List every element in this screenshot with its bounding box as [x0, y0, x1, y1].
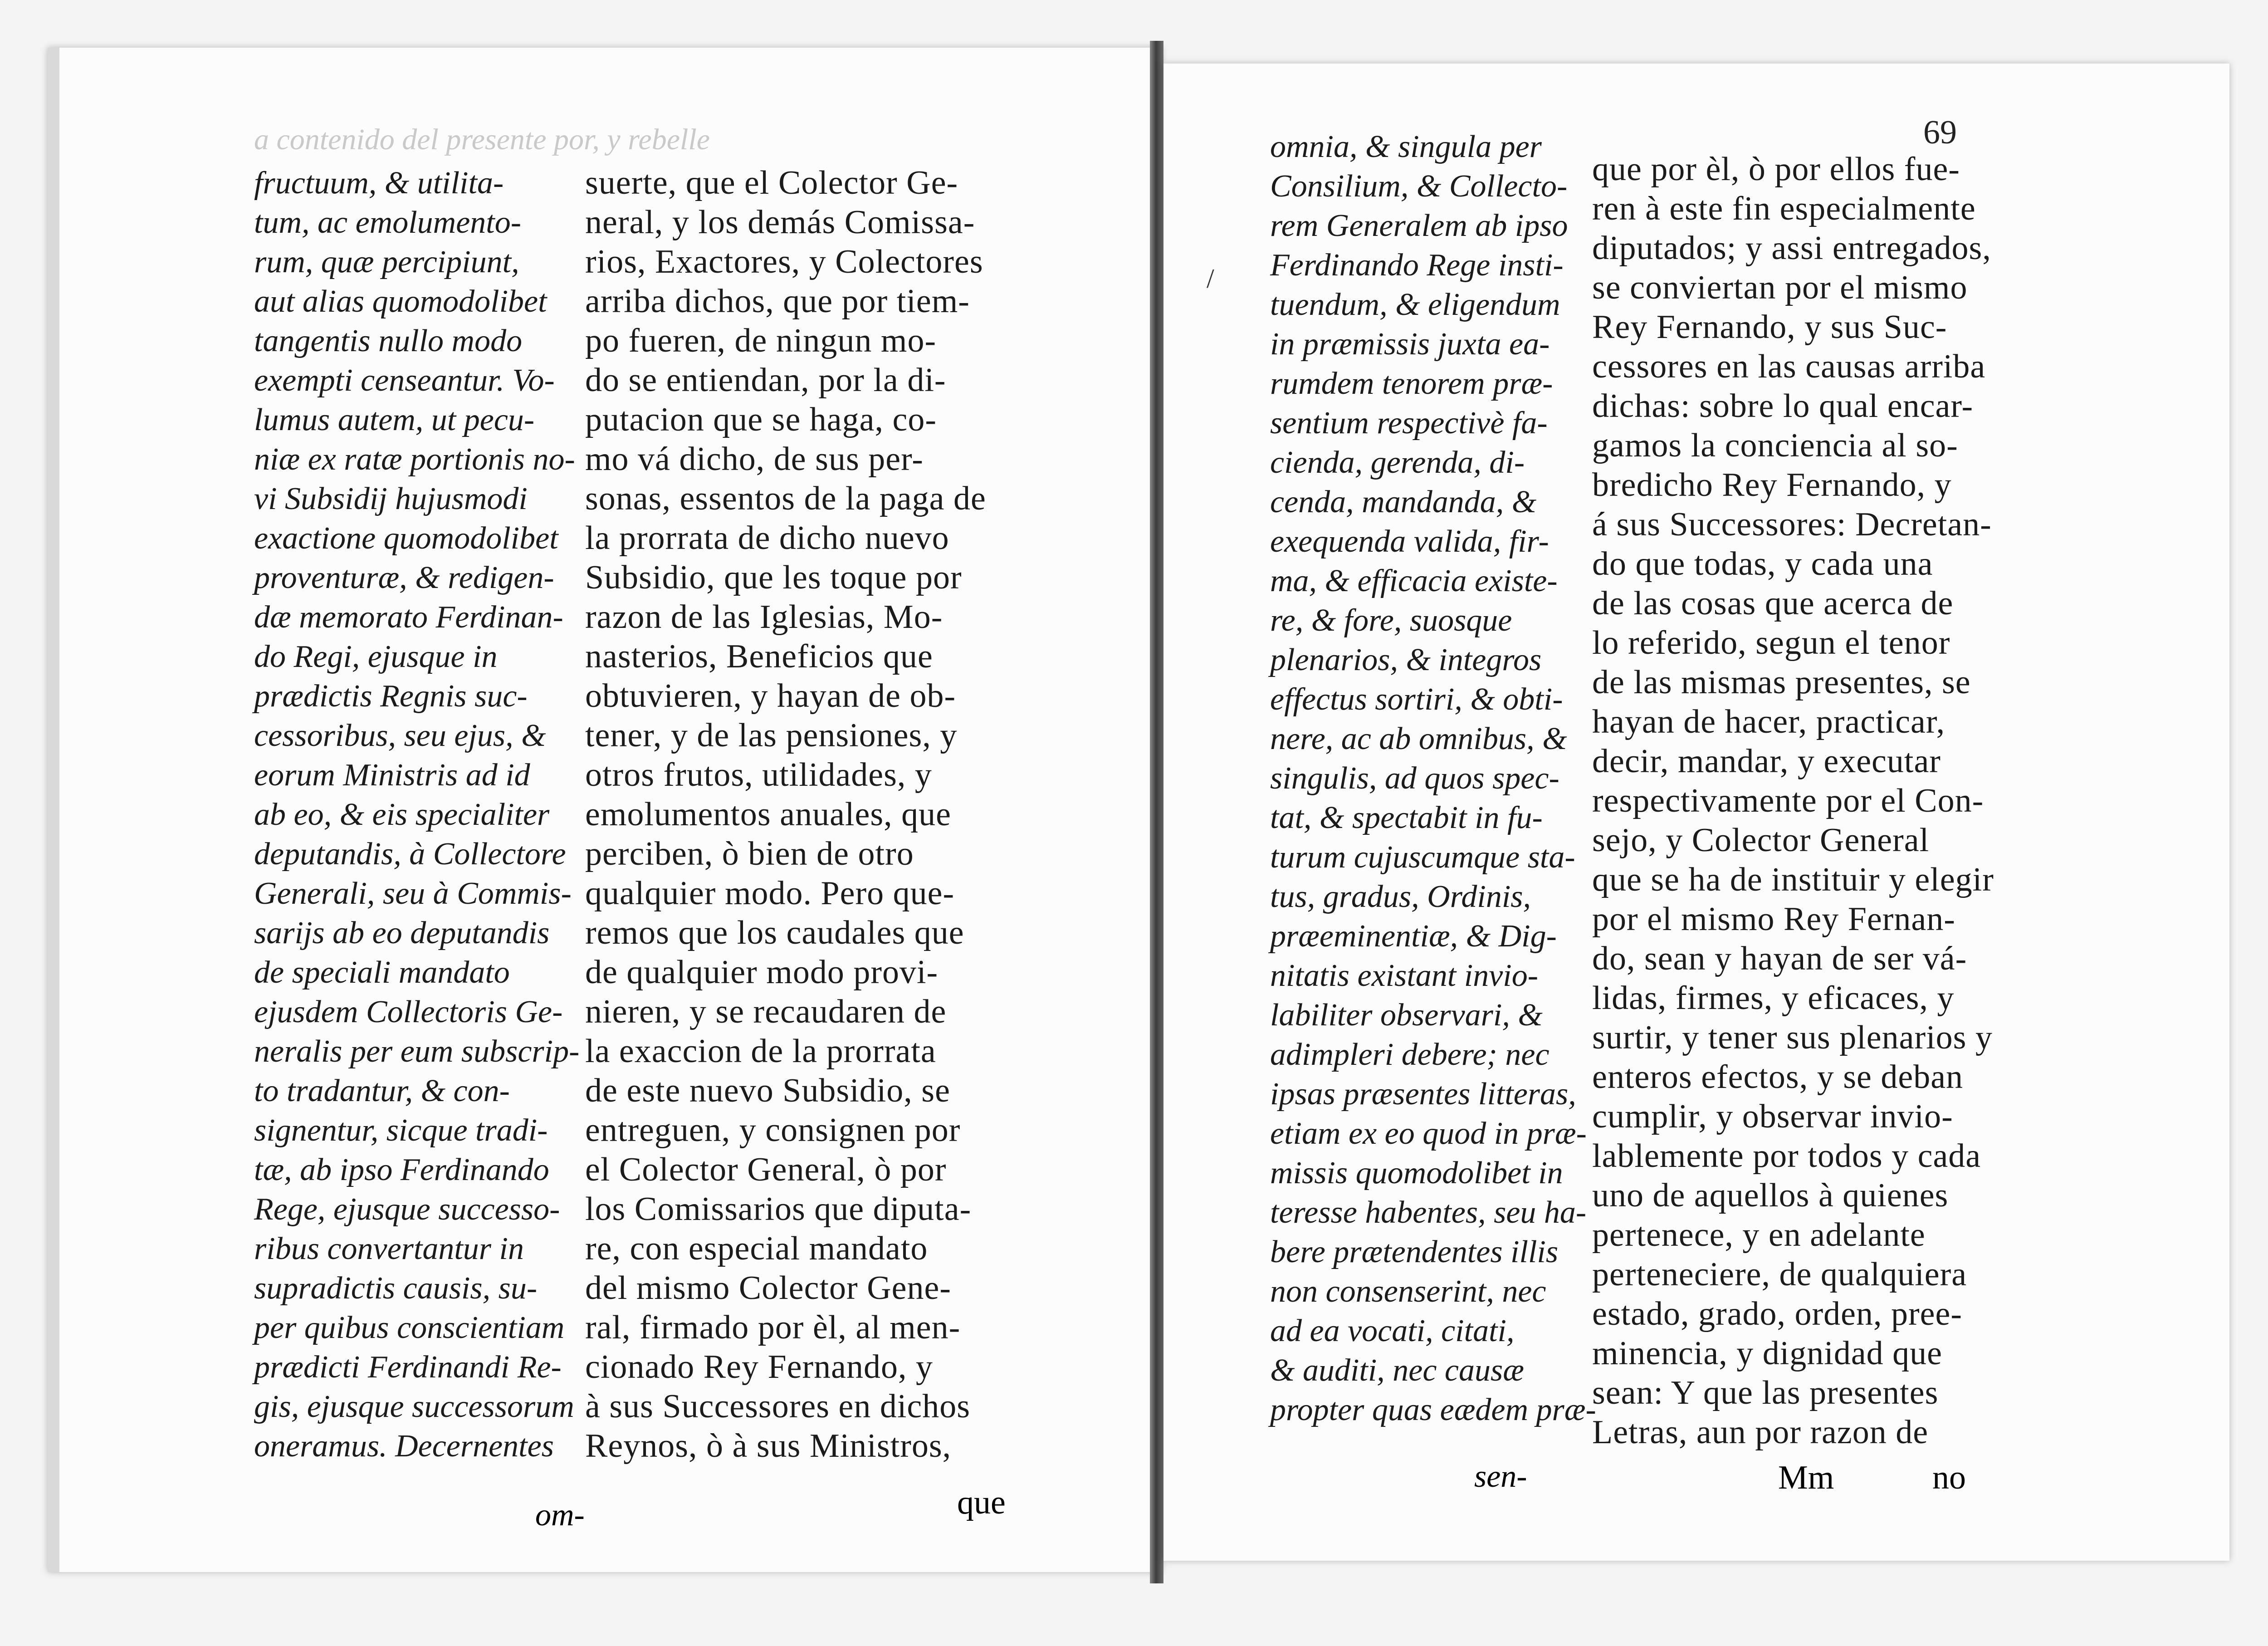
text-line: Consilium, & Collecto-	[1270, 169, 1568, 204]
text-line: proventuræ, & redigen-	[254, 560, 554, 595]
text-line: cumplir, y observar invio-	[1592, 1098, 1953, 1135]
text-line: tangentis nullo modo	[254, 323, 523, 358]
text-line: prædicti Ferdinandi Re-	[254, 1350, 562, 1385]
text-line: deputandis, à Collectore	[254, 837, 566, 872]
text-line: plenarios, & integros	[1270, 642, 1542, 677]
text-line: gamos la conciencia al so-	[1592, 427, 1958, 464]
text-line: lo referido, segun el tenor	[1592, 624, 1950, 661]
text-line: suerte, que el Colector Ge-	[585, 164, 958, 201]
text-line: que por èl, ò por ellos fue-	[1592, 151, 1960, 188]
text-line: exempti censeantur. Vo-	[254, 363, 555, 398]
text-line: effectus sortiri, & obti-	[1270, 682, 1563, 717]
text-line: obtuvieren, y hayan de ob-	[585, 677, 956, 715]
text-line: in præmissis juxta ea-	[1270, 327, 1550, 362]
text-line: do, sean y hayan de ser vá-	[1592, 940, 1967, 977]
text-line: surtir, y tener sus plenarios y	[1592, 1019, 1993, 1056]
text-line: præeminentiæ, & Dig-	[1270, 919, 1557, 954]
text-line: de las mismas presentes, se	[1592, 664, 1971, 701]
text-line: por el mismo Rey Fernan-	[1592, 901, 1955, 938]
text-line: do se entiendan, por la di-	[585, 362, 946, 399]
text-line: putacion que se haga, co-	[585, 401, 937, 438]
text-line: teresse habentes, seu ha-	[1270, 1195, 1587, 1230]
text-line: rem Generalem ab ipso	[1270, 208, 1568, 243]
text-line: etiam ex eo quod in præ-	[1270, 1116, 1587, 1151]
stray-mark: /	[1207, 264, 1214, 294]
text-line: missis quomodolibet in	[1270, 1156, 1563, 1190]
text-line: minencia, y dignidad que	[1592, 1335, 1943, 1372]
text-line: dæ memorato Ferdinan-	[254, 600, 563, 635]
text-line: razon de las Iglesias, Mo-	[585, 598, 943, 636]
text-line: ab eo, & eis specialiter	[254, 797, 550, 832]
text-line: cionado Rey Fernando, y	[585, 1348, 933, 1386]
text-line: do Regi, ejusque in	[254, 639, 498, 674]
text-line: ma, & efficacia existe-	[1270, 563, 1558, 598]
right-latin-column	[1270, 127, 1596, 1430]
text-line: nieren, y se recaudaren de	[585, 993, 947, 1030]
text-line: de speciali mandato	[254, 955, 510, 990]
text-line: do que todas, y cada una	[1592, 545, 1933, 583]
text-line: Ferdinando Rege insti-	[1270, 248, 1564, 283]
text-line: Generali, seu à Commis-	[254, 876, 572, 911]
text-line: perciben, ò bien de otro	[585, 835, 914, 872]
text-line: mo vá dicho, de sus per-	[585, 441, 924, 478]
text-line: exequenda valida, fir-	[1270, 524, 1549, 559]
text-line: Letras, aun por razon de	[1592, 1414, 1929, 1451]
text-line: que se ha de instituir y elegir	[1592, 861, 1994, 898]
text-line: perteneciere, de qualquiera	[1592, 1256, 1967, 1293]
text-line: exactione quomodolibet	[254, 521, 558, 556]
text-line: nitatis existant invio-	[1270, 958, 1539, 993]
text-line: respectivamente por el Con-	[1592, 782, 1984, 819]
text-line: non consenserint, nec	[1270, 1274, 1546, 1309]
text-line: rumdem tenorem præ-	[1270, 366, 1553, 401]
text-line: Rey Fernando, y sus Suc-	[1592, 309, 1947, 346]
text-line: bredicho Rey Fernando, y	[1592, 466, 1952, 504]
text-line: sean: Y que las presentes	[1592, 1374, 1939, 1411]
text-line: niæ ex ratæ portionis no-	[254, 442, 575, 477]
text-line: otros frutos, utilidades, y	[585, 756, 932, 794]
text-line: de qualquier modo provi-	[585, 954, 938, 991]
text-line: tæ, ab ipso Ferdinando	[254, 1152, 549, 1187]
text-line: omnia, & singula per	[1270, 129, 1542, 164]
text-line: lidas, firmes, y eficaces, y	[1592, 980, 1955, 1017]
text-line: entreguen, y consignen por	[585, 1112, 961, 1149]
text-line: estado, grado, orden, pree-	[1592, 1295, 1962, 1332]
text-line: tener, y de las pensiones, y	[585, 717, 958, 754]
text-line: bere prætendentes illis	[1270, 1234, 1559, 1269]
text-line: de las cosas que acerca de	[1592, 585, 1954, 622]
text-line: & auditi, nec causæ	[1270, 1353, 1524, 1388]
text-line: diputados; y assi entregados,	[1592, 230, 1991, 267]
text-line: rum, quæ percipiunt,	[254, 245, 519, 279]
text-line: vi Subsidij hujusmodi	[254, 481, 528, 516]
text-line: arriba dichos, que por tiem-	[585, 283, 970, 320]
text-line: po fueren, de ningun mo-	[585, 322, 937, 359]
text-line: turum cujuscumque sta-	[1270, 840, 1575, 875]
text-line: se conviertan por el mismo	[1592, 269, 1968, 306]
text-line: uno de aquellos à quienes	[1592, 1177, 1949, 1214]
text-line: nasterios, Beneficios que	[585, 638, 933, 675]
text-line: singulis, ad quos spec-	[1270, 761, 1559, 796]
text-line: per quibus conscientiam	[254, 1310, 565, 1345]
text-line: oneramus. Decernentes	[254, 1429, 554, 1464]
text-line: emolumentos anuales, que	[585, 796, 951, 833]
text-line: neral, y los demás Comissa-	[585, 204, 975, 241]
text-line: hayan de hacer, practicar,	[1592, 703, 1945, 740]
text-line: pertenece, y en adelante	[1592, 1216, 1926, 1254]
text-line: à sus Successores en dichos	[585, 1388, 971, 1425]
page-number: 69	[1923, 114, 1957, 151]
text-line: del mismo Colector Gene-	[585, 1269, 951, 1307]
text-line: ad ea vocati, citati,	[1270, 1313, 1515, 1348]
text-line: adimpleri debere; nec	[1270, 1037, 1549, 1072]
text-line: tuendum, & eligendum	[1270, 287, 1560, 322]
book-gutter	[1150, 41, 1163, 1583]
text-line: gis, ejusque successorum	[254, 1389, 574, 1424]
text-line: dichas: sobre lo qual encar-	[1592, 387, 1974, 425]
text-line: qualquier modo. Pero que-	[585, 875, 955, 912]
text-line: re, con especial mandato	[585, 1230, 928, 1267]
text-line: sarijs ab eo deputandis	[254, 916, 550, 950]
text-line: sonas, essentos de la paga de	[585, 480, 986, 517]
right-spanish-catchword: no	[1932, 1459, 1966, 1496]
text-line: decir, mandar, y executar	[1592, 743, 1941, 780]
left-latin-catchword: om-	[535, 1498, 585, 1533]
text-line: el Colector General, ò por	[585, 1151, 947, 1188]
text-line: labiliter observari, &	[1270, 998, 1543, 1033]
text-line: ejusdem Collectoris Ge-	[254, 994, 563, 1029]
text-line: enteros efectos, y se deban	[1592, 1058, 1964, 1096]
right-latin-catchword: sen-	[1474, 1459, 1527, 1494]
text-line: ral, firmado por èl, al men-	[585, 1309, 961, 1346]
text-line: fructuum, & utilita-	[254, 166, 504, 201]
text-line: la prorrata de dicho nuevo	[585, 519, 949, 557]
left-spanish-column	[585, 163, 1021, 1466]
text-line: signentur, sicque tradi-	[254, 1113, 548, 1148]
left-spanish-catchword: que	[957, 1484, 1006, 1521]
text-line: cessoribus, seu ejus, &	[254, 718, 546, 753]
text-line: aut alias quomodolibet	[254, 284, 547, 319]
text-line: lumus autem, ut pecu-	[254, 402, 535, 437]
text-line: sentium respectivè fa-	[1270, 406, 1548, 441]
text-line: á sus Successores: Decretan-	[1592, 506, 1992, 543]
text-line: prædictis Regnis suc-	[254, 679, 528, 714]
right-spanish-column	[1592, 150, 2009, 1452]
text-line: propter quas eædem præ-	[1270, 1392, 1596, 1427]
text-line: lablemente por todos y cada	[1592, 1137, 1981, 1175]
signature-mark: Mm	[1778, 1459, 1834, 1496]
text-line: Reynos, ò à sus Ministros,	[585, 1427, 952, 1465]
text-line: de este nuevo Subsidio, se	[585, 1072, 950, 1109]
text-line: nere, ac ab omnibus, &	[1270, 721, 1567, 756]
text-line: la exaccion de la prorrata	[585, 1033, 936, 1070]
bleed-through-text: a contenido del presente por, y rebelle	[254, 123, 710, 156]
text-line: re, & fore, suosque	[1270, 603, 1512, 638]
text-line: cienda, gerenda, di-	[1270, 445, 1525, 480]
text-line: supradictis causis, su-	[254, 1271, 538, 1306]
text-line: rios, Exactores, y Colectores	[585, 243, 983, 280]
text-line: to tradantur, & con-	[254, 1073, 510, 1108]
text-line: neralis per eum subscrip-	[254, 1034, 580, 1069]
text-line: remos que los caudales que	[585, 914, 964, 951]
text-line: ribus convertantur in	[254, 1231, 524, 1266]
text-line: los Comissarios que diputa-	[585, 1190, 972, 1228]
text-line: ren à este fin especialmente	[1592, 190, 1976, 227]
text-line: sejo, y Colector General	[1592, 822, 1930, 859]
text-line: tus, gradus, Ordinis,	[1270, 879, 1531, 914]
text-line: tat, & spectabit in fu-	[1270, 800, 1543, 835]
text-line: cessores en las causas arriba	[1592, 348, 1986, 385]
text-line: Rege, ejusque successo-	[254, 1192, 560, 1227]
text-line: Subsidio, que les toque por	[585, 559, 962, 596]
text-line: eorum Ministris ad id	[254, 758, 530, 793]
left-latin-column	[254, 163, 581, 1466]
text-line: tum, ac emolumento-	[254, 205, 522, 240]
text-line: ipsas præsentes litteras,	[1270, 1077, 1576, 1112]
text-line: cenda, mandanda, &	[1270, 485, 1537, 519]
